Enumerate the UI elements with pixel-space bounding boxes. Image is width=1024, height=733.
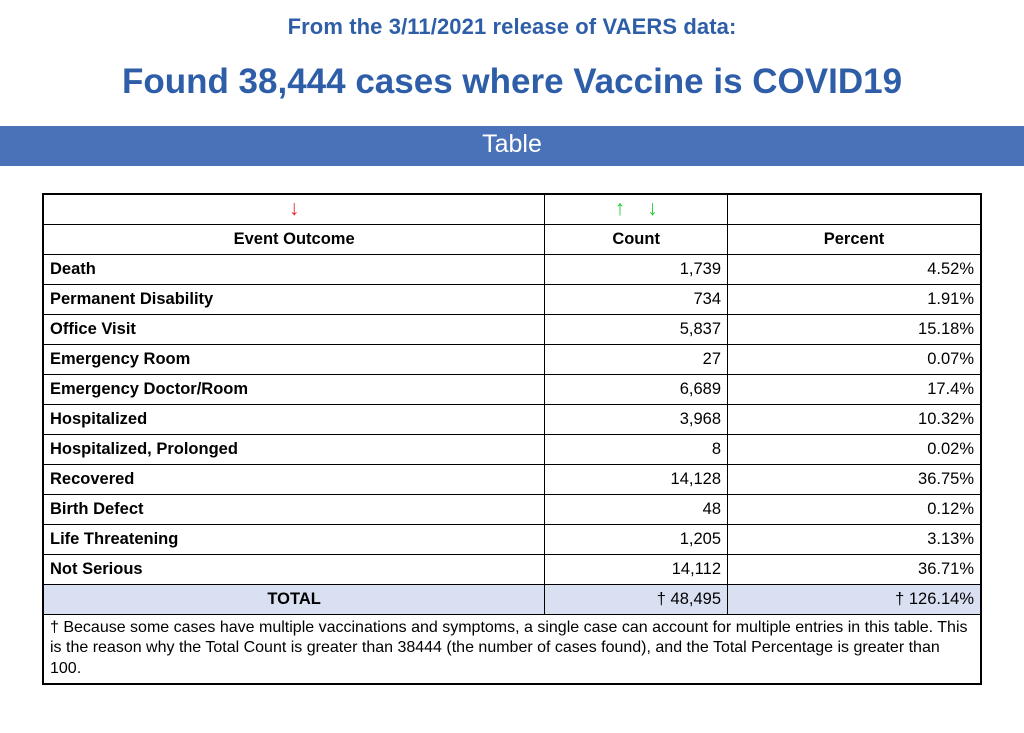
table-row bbox=[44, 554, 981, 584]
table-row bbox=[44, 344, 981, 374]
total-count: † 48,495 bbox=[545, 584, 728, 614]
row-percent: 17.4% bbox=[728, 374, 981, 404]
table-row bbox=[44, 314, 981, 344]
row-count: 3,968 bbox=[545, 404, 728, 434]
outcomes-table bbox=[43, 194, 981, 684]
sort-desc-icon[interactable]: ↓ bbox=[288, 197, 300, 220]
row-percent: 36.75% bbox=[728, 464, 981, 494]
row-label: Life Threatening bbox=[44, 524, 545, 554]
table-row bbox=[44, 404, 981, 434]
table-row bbox=[44, 374, 981, 404]
row-count: 1,739 bbox=[545, 254, 728, 284]
table-row bbox=[44, 464, 981, 494]
row-percent: 4.52% bbox=[728, 254, 981, 284]
row-count: 6,689 bbox=[545, 374, 728, 404]
table-row bbox=[44, 434, 981, 464]
row-label: Birth Defect bbox=[44, 494, 545, 524]
row-percent: 10.32% bbox=[728, 404, 981, 434]
release-line: From the 3/11/2021 release of VAERS data: bbox=[287, 14, 737, 39]
row-label: Permanent Disability bbox=[44, 284, 545, 314]
footnote-row bbox=[44, 614, 981, 683]
row-label: Not Serious bbox=[44, 554, 545, 584]
row-label: Hospitalized, Prolonged bbox=[44, 434, 545, 464]
table-container bbox=[42, 193, 982, 685]
sort-asc-icon[interactable]: ↑ bbox=[614, 197, 626, 220]
row-count: 8 bbox=[545, 434, 728, 464]
table-row bbox=[44, 254, 981, 284]
row-label: Emergency Doctor/Room bbox=[44, 374, 545, 404]
sort-arrow-row bbox=[44, 194, 981, 224]
page-title: Found 38,444 cases where Vaccine is COVID19 bbox=[121, 62, 903, 101]
table-row bbox=[44, 284, 981, 314]
row-percent: 0.07% bbox=[728, 344, 981, 374]
column-header-count[interactable]: Count bbox=[545, 224, 728, 254]
table-header-row bbox=[44, 224, 981, 254]
sort-cell-percent[interactable] bbox=[728, 194, 981, 224]
sort-desc-icon-count[interactable]: ↓ bbox=[647, 197, 658, 220]
table-row bbox=[44, 494, 981, 524]
row-count: 5,837 bbox=[545, 314, 728, 344]
row-count: 1,205 bbox=[545, 524, 728, 554]
row-percent: 36.71% bbox=[728, 554, 981, 584]
row-count: 27 bbox=[545, 344, 728, 374]
row-count: 48 bbox=[545, 494, 728, 524]
row-count: 734 bbox=[545, 284, 728, 314]
row-label: Recovered bbox=[44, 464, 545, 494]
table-row bbox=[44, 524, 981, 554]
row-percent: 15.18% bbox=[728, 314, 981, 344]
row-percent: 0.02% bbox=[728, 434, 981, 464]
row-percent: 1.91% bbox=[728, 284, 981, 314]
row-count: 14,112 bbox=[545, 554, 728, 584]
table-banner: Table bbox=[0, 126, 1024, 166]
sort-cell-count[interactable] bbox=[545, 194, 728, 224]
row-label: Emergency Room bbox=[44, 344, 545, 374]
row-percent: 0.12% bbox=[728, 494, 981, 524]
row-count: 14,128 bbox=[545, 464, 728, 494]
row-label: Death bbox=[44, 254, 545, 284]
sort-cell-event-outcome[interactable] bbox=[44, 194, 545, 224]
column-header-percent[interactable]: Percent bbox=[728, 224, 981, 254]
total-label: TOTAL bbox=[44, 584, 545, 614]
row-label: Hospitalized bbox=[44, 404, 545, 434]
footnote-text: † Because some cases have multiple vaccinations and symptoms, a single case can account for multiple entries in this table. This is the reason why the Total Count is greater than 38444 (the number of cases found), and the Total Percentage is greater than 100. bbox=[44, 614, 981, 683]
column-header-event-outcome[interactable]: Event Outcome bbox=[44, 224, 545, 254]
row-percent: 3.13% bbox=[728, 524, 981, 554]
row-label: Office Visit bbox=[44, 314, 545, 344]
total-row bbox=[44, 584, 981, 614]
total-percent: † 126.14% bbox=[728, 584, 981, 614]
